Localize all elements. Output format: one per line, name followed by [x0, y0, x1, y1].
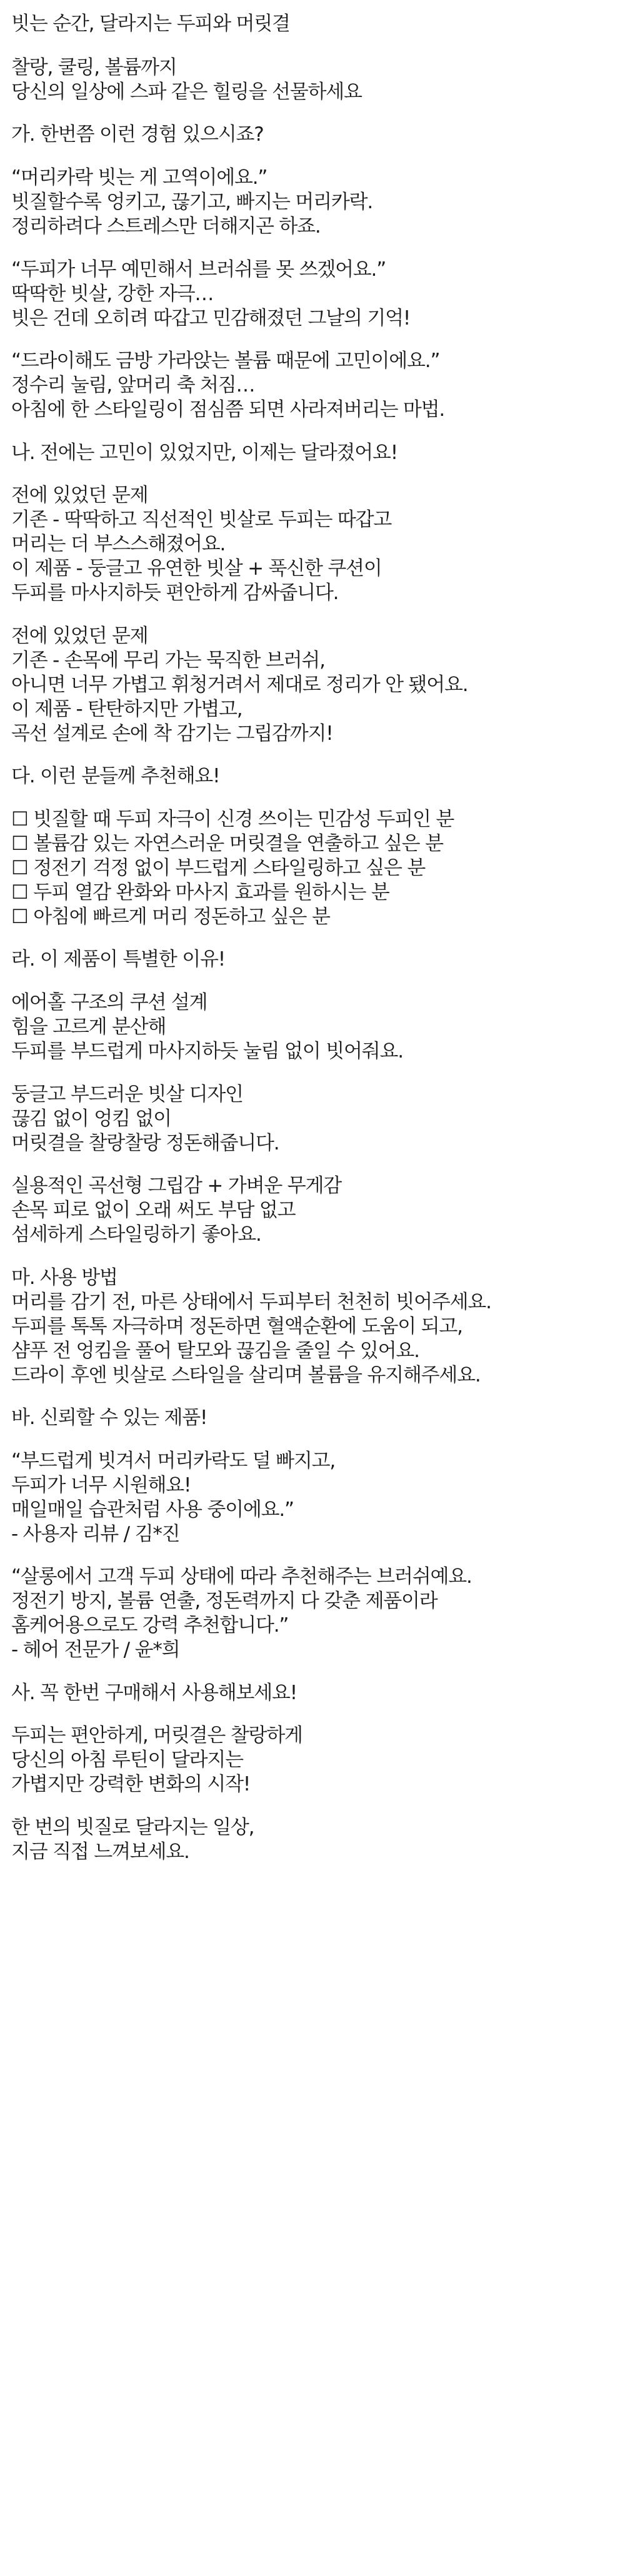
text-line: 아침에 한 스타일링이 점심쯤 되면 사라져버리는 마법.	[11, 398, 444, 421]
text-line: 끊김 없이 엉킴 없이	[11, 1108, 171, 1130]
text-line: 두피는 편안하게, 머릿결은 찰랑하게	[11, 1724, 302, 1747]
text-line: 머리는 더 부스스해졌어요.	[11, 533, 226, 555]
text-line: “드라이해도 금방 가라앉는 볼륨 때문에 고민이에요.”	[11, 350, 440, 372]
text-line: 섬세하게 스타일링하기 좋아요.	[11, 1223, 261, 1246]
text-line: 가볍지만 강력한 변화의 시작!	[11, 1773, 251, 1796]
text-line: ☐ 아침에 빠르게 머리 정돈하고 싶은 분	[11, 906, 330, 928]
text-line: ☐ 볼륨감 있는 자연스러운 머릿결을 연출하고 싶은 분	[11, 832, 443, 855]
text-line: 나. 전에는 고민이 있었지만, 이제는 달라졌어요!	[11, 442, 398, 464]
text-line: 이 제품 - 둥글고 유연한 빗살 + 푹신한 쿠션이	[11, 557, 382, 580]
text-line: 드라이 후엔 빗살로 스타일을 살리며 볼륨을 유지해주세요.	[11, 1364, 481, 1386]
text-line: 빗질할수록 엉키고, 끊기고, 빠지는 머리카락.	[11, 191, 373, 213]
text-line: “부드럽게 빗겨서 머리카락도 덜 빠지고,	[11, 1450, 336, 1472]
text-line: 찰랑, 쿨링, 볼륨까지	[11, 56, 177, 79]
text-line: 빗는 순간, 달라지는 두피와 머릿결	[11, 13, 290, 35]
text-line: 기존 - 손목에 무리 가는 묵직한 브러쉬,	[11, 649, 325, 672]
text-line: 빗은 건데 오히려 따갑고 민감해졌던 그날의 기억!	[11, 307, 411, 330]
text-line: 에어홀 구조의 쿠션 설계	[11, 991, 208, 1014]
text-line: 전에 있었던 문제	[11, 484, 148, 507]
text-line: 두피를 부드럽게 마사지하듯 눌림 없이 빗어줘요.	[11, 1040, 403, 1063]
text-line: “머리카락 빗는 게 고역이에요.”	[11, 166, 268, 189]
text-line: 실용적인 곡선형 그립감 + 가벼운 무게감	[11, 1174, 341, 1197]
text-line: 가. 한번쯤 이런 경험 있으시죠?	[11, 123, 264, 146]
text-line: 당신의 일상에 스파 같은 힐링을 선물하세요	[11, 81, 362, 103]
text-line: ☐ 두피 열감 완화와 마사지 효과를 원하시는 분	[11, 881, 389, 904]
text-line: 머릿결을 찰랑찰랑 정돈해줍니다.	[11, 1132, 279, 1154]
text-line: 전에 있었던 문제	[11, 625, 148, 647]
text-line: - 사용자 리뷰 / 김*진	[11, 1523, 180, 1545]
text-line: 둥글고 부드러운 빗살 디자인	[11, 1083, 243, 1106]
text-line: 매일매일 습관처럼 사용 중이에요.”	[11, 1498, 294, 1521]
text-line: 마. 사용 방법	[11, 1266, 118, 1289]
text-line: 당신의 아침 루틴이 달라지는	[11, 1749, 243, 1771]
text-line: 머리를 감기 전, 마른 상태에서 두피부터 천천히 빗어주세요.	[11, 1291, 491, 1313]
text-line: 딱딱한 빗살, 강한 자극…	[11, 283, 214, 305]
text-line: 샴푸 전 엉킴을 풀어 탈모와 끊김을 줄일 수 있어요.	[11, 1340, 419, 1362]
text-line: “살롱에서 고객 두피 상태에 따라 추천해주는 브러쉬예요.	[11, 1565, 472, 1588]
text-line: 다. 이런 분들께 추천해요!	[11, 765, 220, 787]
text-line: 한 번의 빗질로 달라지는 일상,	[11, 1816, 254, 1839]
text-line: 두피가 너무 시원해요!	[11, 1474, 191, 1497]
text-line: “두피가 너무 예민해서 브러쉬를 못 쓰겠어요.”	[11, 258, 386, 281]
text-line: 사. 꼭 한번 구매해서 사용해보세요!	[11, 1682, 297, 1704]
text-line: 곡선 설계로 손에 착 감기는 그립감까지!	[11, 722, 333, 745]
text-line: - 헤어 전문가 / 윤*희	[11, 1639, 180, 1661]
text-line: 힘을 고르게 분산해	[11, 1016, 166, 1038]
text-line: 아니면 너무 가볍고 휘청거려서 제대로 정리가 안 됐어요.	[11, 674, 468, 696]
text-line: 두피를 톡톡 자극하며 정돈하면 혈액순환에 도움이 되고,	[11, 1315, 462, 1338]
text-line: 두피를 마사지하듯 편안하게 감싸줍니다.	[11, 582, 339, 604]
text-line: ☐ 정전기 걱정 없이 부드럽게 스타일링하고 싶은 분	[11, 857, 426, 879]
text-line: 홈케어용으로도 강력 추천합니다.”	[11, 1614, 289, 1637]
text-line: 정리하려다 스트레스만 더해지곤 하죠.	[11, 215, 321, 238]
text-line: 손목 피로 없이 오래 써도 부담 없고	[11, 1199, 296, 1221]
text-line: 이 제품 - 탄탄하지만 가볍고,	[11, 698, 242, 720]
text-line: 정전기 방지, 볼륨 연출, 정돈력까지 다 갖춘 제품이라	[11, 1590, 438, 1612]
text-line: 바. 신뢰할 수 있는 제품!	[11, 1407, 208, 1429]
text-line: 정수리 눌림, 앞머리 축 처짐…	[11, 374, 255, 397]
text-line: 기존 - 딱딱하고 직선적인 빗살로 두피는 따갑고	[11, 508, 392, 531]
text-line: ☐ 빗질할 때 두피 자극이 신경 쓰이는 민감성 두피인 분	[11, 808, 454, 831]
text-line: 라. 이 제품이 특별한 이유!	[11, 948, 225, 971]
text-line: 지금 직접 느껴보세요.	[11, 1841, 189, 1863]
